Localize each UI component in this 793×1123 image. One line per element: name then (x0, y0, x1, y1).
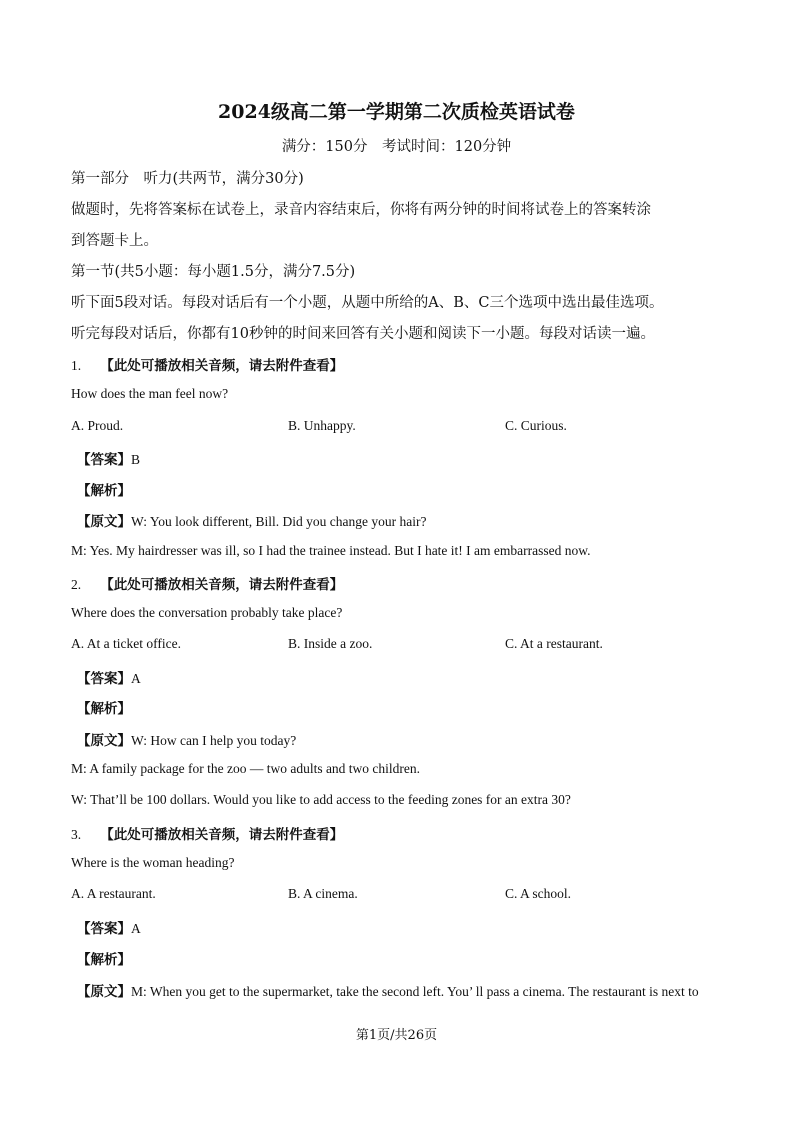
question-1-option-c: C. Curious. (505, 418, 567, 433)
question-1-option-b: B. Unhappy. (288, 418, 356, 433)
question-2-transcript-line2: M: A family package for the zoo — two adults and two children. (71, 761, 421, 776)
part1-instruction-line1: 做题时，先将答案标在试卷上，录音内容结束后，你将有两分钟的时间将试卷上的答案转涂 (71, 202, 651, 218)
answer-value: B (131, 452, 141, 467)
answer-label: 【答案】 (77, 921, 131, 937)
question-2-transcript-line1 (77, 729, 296, 749)
question-3-option-a: A. A restaurant. (71, 886, 156, 901)
question-2-option-b: B. Inside a zoo. (288, 636, 373, 651)
section1-instruction-line1: 听下面5段对话。每段对话后有一个小题，从题中所给的A、B、C三个选项中选出最佳选项。 (71, 295, 664, 311)
question-number: 2. (71, 577, 82, 592)
question-1-text: How does the man feel now? (71, 386, 229, 401)
section1-heading: 第一节(共5小题：每小题1.5分，满分7.5分) (71, 264, 356, 280)
question-2-option-a: A. At a ticket office. (71, 636, 181, 651)
question-3-analysis-label: 【解析】 (77, 952, 131, 968)
part1-instruction-line2: 到答题卡上。 (71, 233, 158, 249)
question-3-option-b: B. A cinema. (288, 886, 358, 901)
question-2-option-c: C. At a restaurant. (505, 636, 603, 651)
question-1-analysis-label: 【解析】 (77, 483, 131, 499)
answer-value: A (131, 671, 141, 686)
question-number: 3. (71, 827, 82, 842)
question-1-option-a: A. Proud. (71, 418, 124, 433)
section1-instruction-line2: 听完每段对话后，你都有10秒钟的时间来回答有关小题和阅读下一小题。每段对话读一遍。 (71, 326, 655, 342)
transcript-text: W: How can I help you today? (131, 733, 297, 748)
question-3-text: Where is the woman heading? (71, 855, 235, 870)
question-3-header (71, 823, 343, 843)
answer-label: 【答案】 (77, 671, 131, 687)
question-3-option-c: C. A school. (505, 886, 572, 901)
part1-heading: 第一部分 听力(共两节，满分30分) (71, 171, 304, 187)
question-2-answer (77, 667, 141, 687)
question-1-transcript-line1 (77, 510, 426, 530)
transcript-label: 【原文】 (77, 984, 131, 1000)
page-subtitle: 满分：150分 考试时间：120分钟 (281, 139, 512, 155)
transcript-text: W: You look different, Bill. Did you change your hair? (131, 514, 427, 529)
question-2-text: Where does the conversation probably take place? (71, 605, 343, 620)
question-1-answer (77, 448, 140, 468)
answer-value: A (131, 921, 141, 936)
audio-note[interactable]: 【此处可播放相关音频，请去附件查看】 (100, 358, 344, 374)
page-title: 2024级高二第一学期第二次质检英语试卷 (218, 101, 575, 123)
transcript-label: 【原文】 (77, 514, 131, 530)
question-2-transcript-line3: W: That’ll be 100 dollars. Would you like to add access to the feeding zones for an extra 30? (71, 792, 571, 807)
question-3-transcript-line1 (77, 980, 699, 1000)
audio-note[interactable]: 【此处可播放相关音频，请去附件查看】 (100, 827, 344, 843)
transcript-text: M: When you get to the supermarket, take the second left. You’ ll pass a cinema. The restaurant is next to (131, 984, 699, 999)
question-2-analysis-label: 【解析】 (77, 701, 131, 717)
page-footer: 第1页/共26页 (355, 1028, 438, 1043)
answer-label: 【答案】 (77, 452, 131, 468)
question-3-answer (77, 917, 141, 937)
transcript-label: 【原文】 (77, 733, 131, 749)
question-number: 1. (71, 358, 82, 373)
audio-note[interactable]: 【此处可播放相关音频，请去附件查看】 (100, 577, 344, 593)
question-1-header (71, 354, 343, 374)
question-1-transcript-line2: M: Yes. My hairdresser was ill, so I had the trainee instead. But I hate it! I am embarrassed now. (71, 543, 591, 558)
question-2-header (71, 573, 343, 593)
